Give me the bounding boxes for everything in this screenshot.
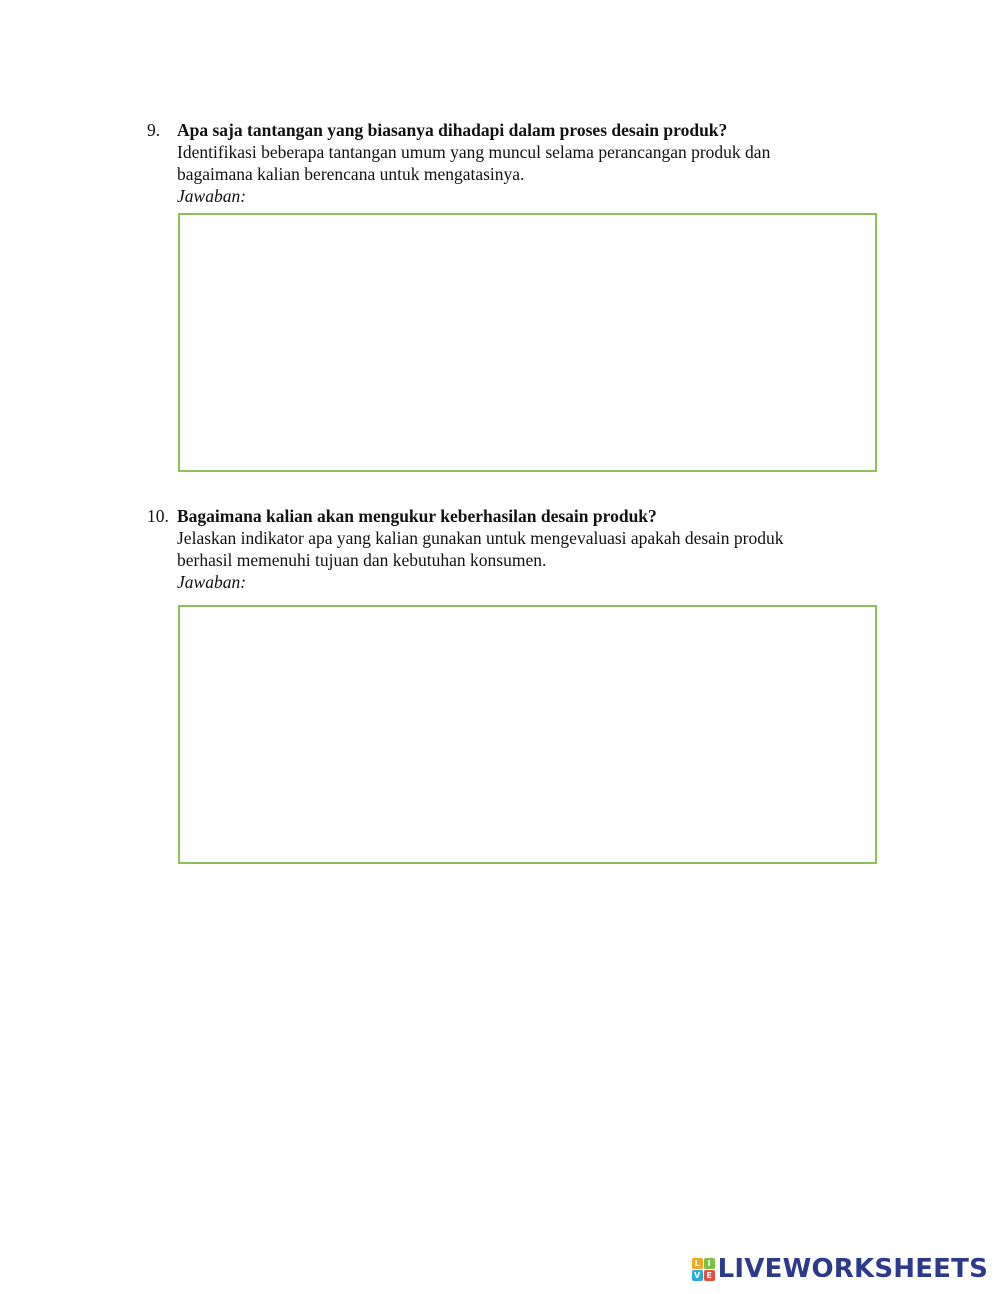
question-9 xyxy=(147,119,887,207)
question-body xyxy=(177,119,887,207)
answer-label: Jawaban: xyxy=(177,186,247,206)
liveworksheets-logo-icon xyxy=(692,1258,715,1281)
question-description-line: bagaimana kalian berencana untuk mengatasinya. xyxy=(177,164,525,184)
question-body xyxy=(177,505,887,593)
answer-box-9[interactable] xyxy=(178,213,877,472)
question-number: 10. xyxy=(147,506,169,526)
logo-letter: L xyxy=(692,1258,703,1269)
question-10 xyxy=(147,505,887,593)
brand-name: LIVEWORKSHEETS xyxy=(717,1254,988,1284)
logo-letter: I xyxy=(704,1258,715,1269)
question-title: Apa saja tantangan yang biasanya dihadapi dalam proses desain produk? xyxy=(177,120,728,140)
liveworksheets-brand xyxy=(692,1254,988,1284)
question-number: 9. xyxy=(147,120,161,140)
logo-letter: E xyxy=(704,1270,715,1281)
answer-label: Jawaban: xyxy=(177,572,247,592)
logo-letter: V xyxy=(692,1270,703,1281)
question-description-line: berhasil memenuhi tujuan dan kebutuhan konsumen. xyxy=(177,550,547,570)
question-title: Bagaimana kalian akan mengukur keberhasilan desain produk? xyxy=(177,506,657,526)
question-description-line: Jelaskan indikator apa yang kalian gunakan untuk mengevaluasi apakah desain produk xyxy=(177,528,784,548)
answer-box-10[interactable] xyxy=(178,605,877,864)
question-description-line: Identifikasi beberapa tantangan umum yang muncul selama perancangan produk dan xyxy=(177,142,771,162)
